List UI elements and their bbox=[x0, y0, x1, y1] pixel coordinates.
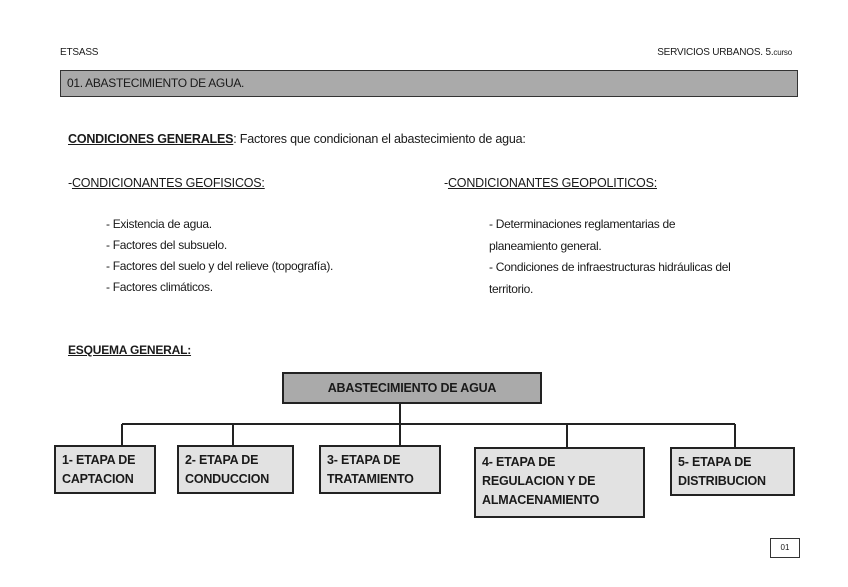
stage-line: 4- ETAPA DE bbox=[482, 455, 556, 469]
stage-line: CONDUCCION bbox=[185, 472, 270, 486]
list-item: - Factores climáticos. bbox=[106, 280, 213, 294]
stage-box-distribucion bbox=[670, 447, 795, 496]
list-item: - Condiciones de infraestructuras hidráulicas del bbox=[489, 260, 731, 274]
general-conditions-text: : Factores que condicionan el abastecimiento de agua: bbox=[233, 132, 526, 146]
stage-line: TRATAMIENTO bbox=[327, 472, 414, 486]
list-item: - Existencia de agua. bbox=[106, 217, 212, 231]
list-item: - Factores del subsuelo. bbox=[106, 238, 227, 252]
stage-box-tratamiento bbox=[319, 445, 441, 494]
general-conditions-label: CONDICIONES GENERALES bbox=[68, 132, 234, 146]
page-number: 01 bbox=[770, 538, 800, 558]
list-item: - Determinaciones reglamentarias de bbox=[489, 217, 676, 231]
stage-line: 5- ETAPA DE bbox=[678, 455, 752, 469]
header-left: ETSASS bbox=[60, 47, 99, 58]
stage-box-conduccion bbox=[177, 445, 294, 494]
stage-line: CAPTACION bbox=[62, 472, 134, 486]
header-course: SERVICIOS URBANOS. 5. bbox=[657, 47, 774, 58]
stage-line: 1- ETAPA DE bbox=[62, 453, 136, 467]
stage-box-regulacion bbox=[474, 447, 645, 518]
stage-line: DISTRIBUCION bbox=[678, 474, 766, 488]
header-course-small: curso bbox=[773, 48, 792, 57]
list-item: - Factores del suelo y del relieve (topografía). bbox=[106, 259, 334, 273]
geopoliticos-prefix: - bbox=[444, 176, 448, 190]
stage-box-captacion bbox=[54, 445, 156, 494]
stage-line: 2- ETAPA DE bbox=[185, 453, 259, 467]
geofisicos-heading-text: CONDICIONANTES GEOFISICOS: bbox=[71, 176, 265, 190]
geopoliticos-heading-text: CONDICIONANTES GEOPOLITICOS: bbox=[447, 176, 657, 190]
section-title-bar: 01. ABASTECIMIENTO DE AGUA. bbox=[60, 70, 798, 97]
scheme-root-box: ABASTECIMIENTO DE AGUA bbox=[282, 372, 542, 404]
stage-line: ALMACENAMIENTO bbox=[482, 493, 600, 507]
geofisicos-prefix: - bbox=[68, 176, 72, 190]
stage-line: 3- ETAPA DE bbox=[327, 453, 401, 467]
scheme-heading: ESQUEMA GENERAL: bbox=[68, 343, 192, 357]
list-item: planeamiento general. bbox=[489, 238, 602, 253]
stage-line: REGULACION Y DE bbox=[482, 474, 596, 488]
list-item: territorio. bbox=[489, 281, 534, 296]
